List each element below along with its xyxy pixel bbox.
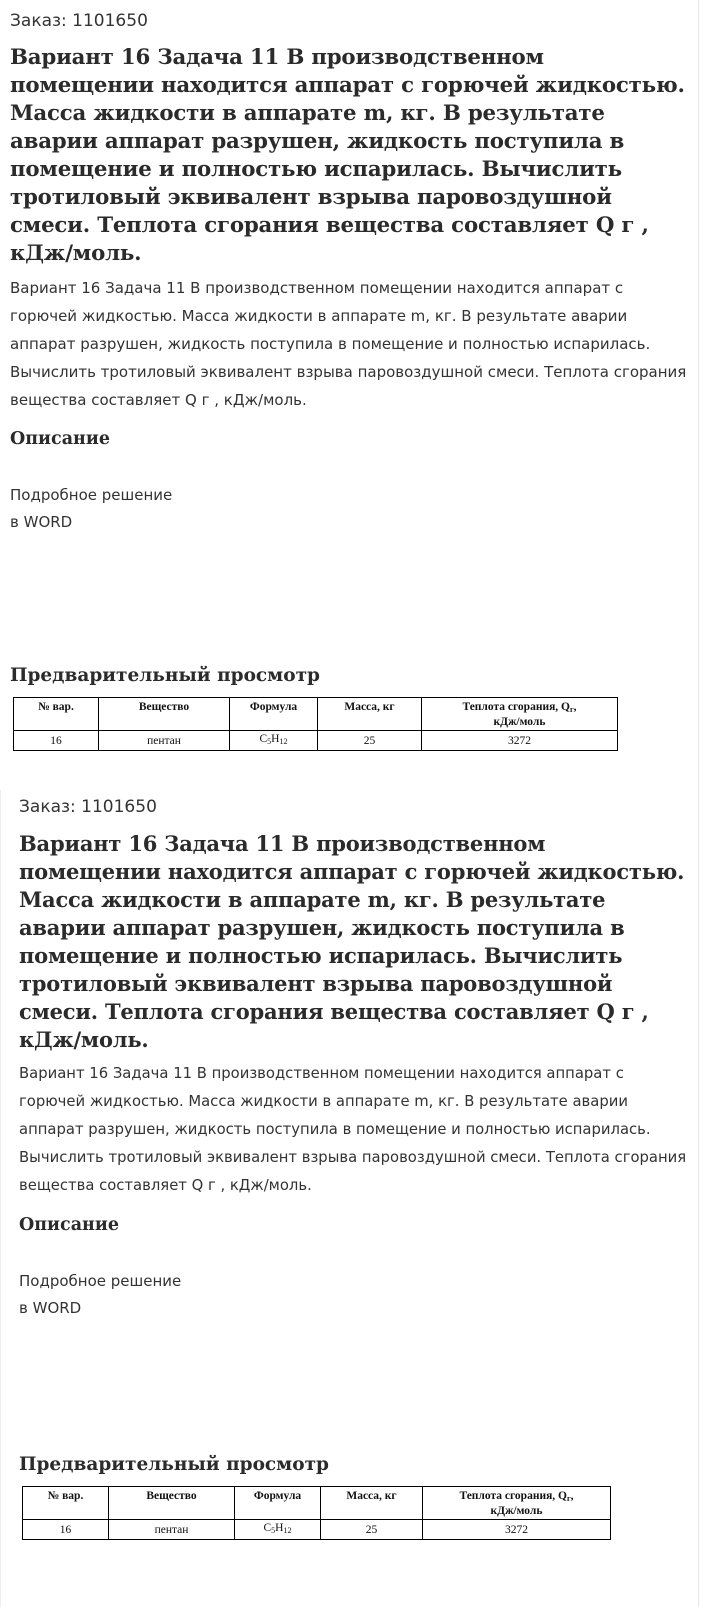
preview-table (22, 1486, 611, 1540)
table-cell: 16 (23, 1520, 109, 1540)
task-title: Вариант 16 Задача 11 В производственном помещении находится аппарат с горючей жидкостью. Масса жидкости в аппарате m, кг. В результате аварии аппарат разрушен, жидкость поступила в помещение и полностью испарилась. Вычислить тротиловый эквивалент взрыва паровоздушной смеси. Теплота сгорания вещества составляет Q г , кДж/моль. (19, 831, 685, 1052)
preview-heading: Предварительный просмотр (10, 665, 320, 686)
table-header-row (23, 1487, 611, 1520)
column-header: Формула (230, 698, 318, 731)
task-text: Вариант 16 Задача 11 В производственном помещении находится аппарат с горючей жидкостью. Масса жидкости в аппарате m, кг. В результате аварии аппарат разрушен, жидкость поступила в помещение и полностью испарилась. Вычислить тротиловый эквивалент взрыва паровоздушной смеси. Теплота сгорания вещества составляет Q г , кДж/моль. (19, 1065, 687, 1194)
description-body (10, 482, 688, 536)
table-row (23, 1520, 611, 1540)
order-number: Заказ: 1101650 (19, 797, 157, 817)
column-header-heat: Теплота сгорания, $Q_г$, кДж/моль (423, 1487, 611, 1520)
description-line: Подробное решение (19, 1272, 182, 1290)
table-cell: 16 (14, 731, 99, 751)
column-header: Вещество (109, 1487, 235, 1520)
task-text: Вариант 16 Задача 11 В производственном помещении находится аппарат с горючей жидкостью. Масса жидкости в аппарате m, кг. В результате аварии аппарат разрушен, жидкость поступила в помещение и полностью испарилась. Вычислить тротиловый эквивалент взрыва паровоздушной смеси. Теплота сгорания вещества составляет Q г , кДж/моль. (10, 279, 687, 409)
table-row (14, 731, 618, 751)
product-card (0, 790, 699, 1607)
column-header-heat: Теплота сгорания, $Q_г$, кДж/моль (422, 698, 618, 731)
column-header: № вар. (14, 698, 99, 731)
column-header: Масса, кг (318, 698, 422, 731)
table-cell-formula: $C_5H_{12}$ (230, 731, 318, 751)
column-header: Формула (235, 1487, 321, 1520)
table-cell: пентан (109, 1520, 235, 1540)
description-heading: Описание (19, 1215, 119, 1235)
column-header: Вещество (99, 698, 230, 731)
description-line: в WORD (10, 513, 73, 531)
table-cell: 3272 (422, 731, 618, 751)
table-cell-formula: $C_5H_{12}$ (235, 1520, 321, 1540)
description-line: в WORD (19, 1299, 82, 1317)
preview-table (13, 697, 618, 751)
table-cell: 25 (321, 1520, 423, 1540)
column-header: № вар. (23, 1487, 109, 1520)
description-line: Подробное решение (10, 486, 173, 504)
description-heading: Описание (10, 429, 110, 449)
table-cell: 3272 (423, 1520, 611, 1540)
task-title: Вариант 16 Задача 11 В производственном помещении находится аппарат с горючей жидкостью. Масса жидкости в аппарате m, кг. В результате аварии аппарат разрушен, жидкость поступила в помещение и полностью испарилась. Вычислить тротиловый эквивалент взрыва паровоздушной смеси. Теплота сгорания вещества составляет Q г , кДж/моль. (10, 45, 685, 266)
table-header-row (14, 698, 618, 731)
column-header: Масса, кг (321, 1487, 423, 1520)
order-number: Заказ: 1101650 (10, 11, 148, 31)
preview-heading: Предварительный просмотр (19, 1454, 329, 1475)
table-cell: 25 (318, 731, 422, 751)
table-cell: пентан (99, 731, 230, 751)
description-body (19, 1268, 688, 1322)
